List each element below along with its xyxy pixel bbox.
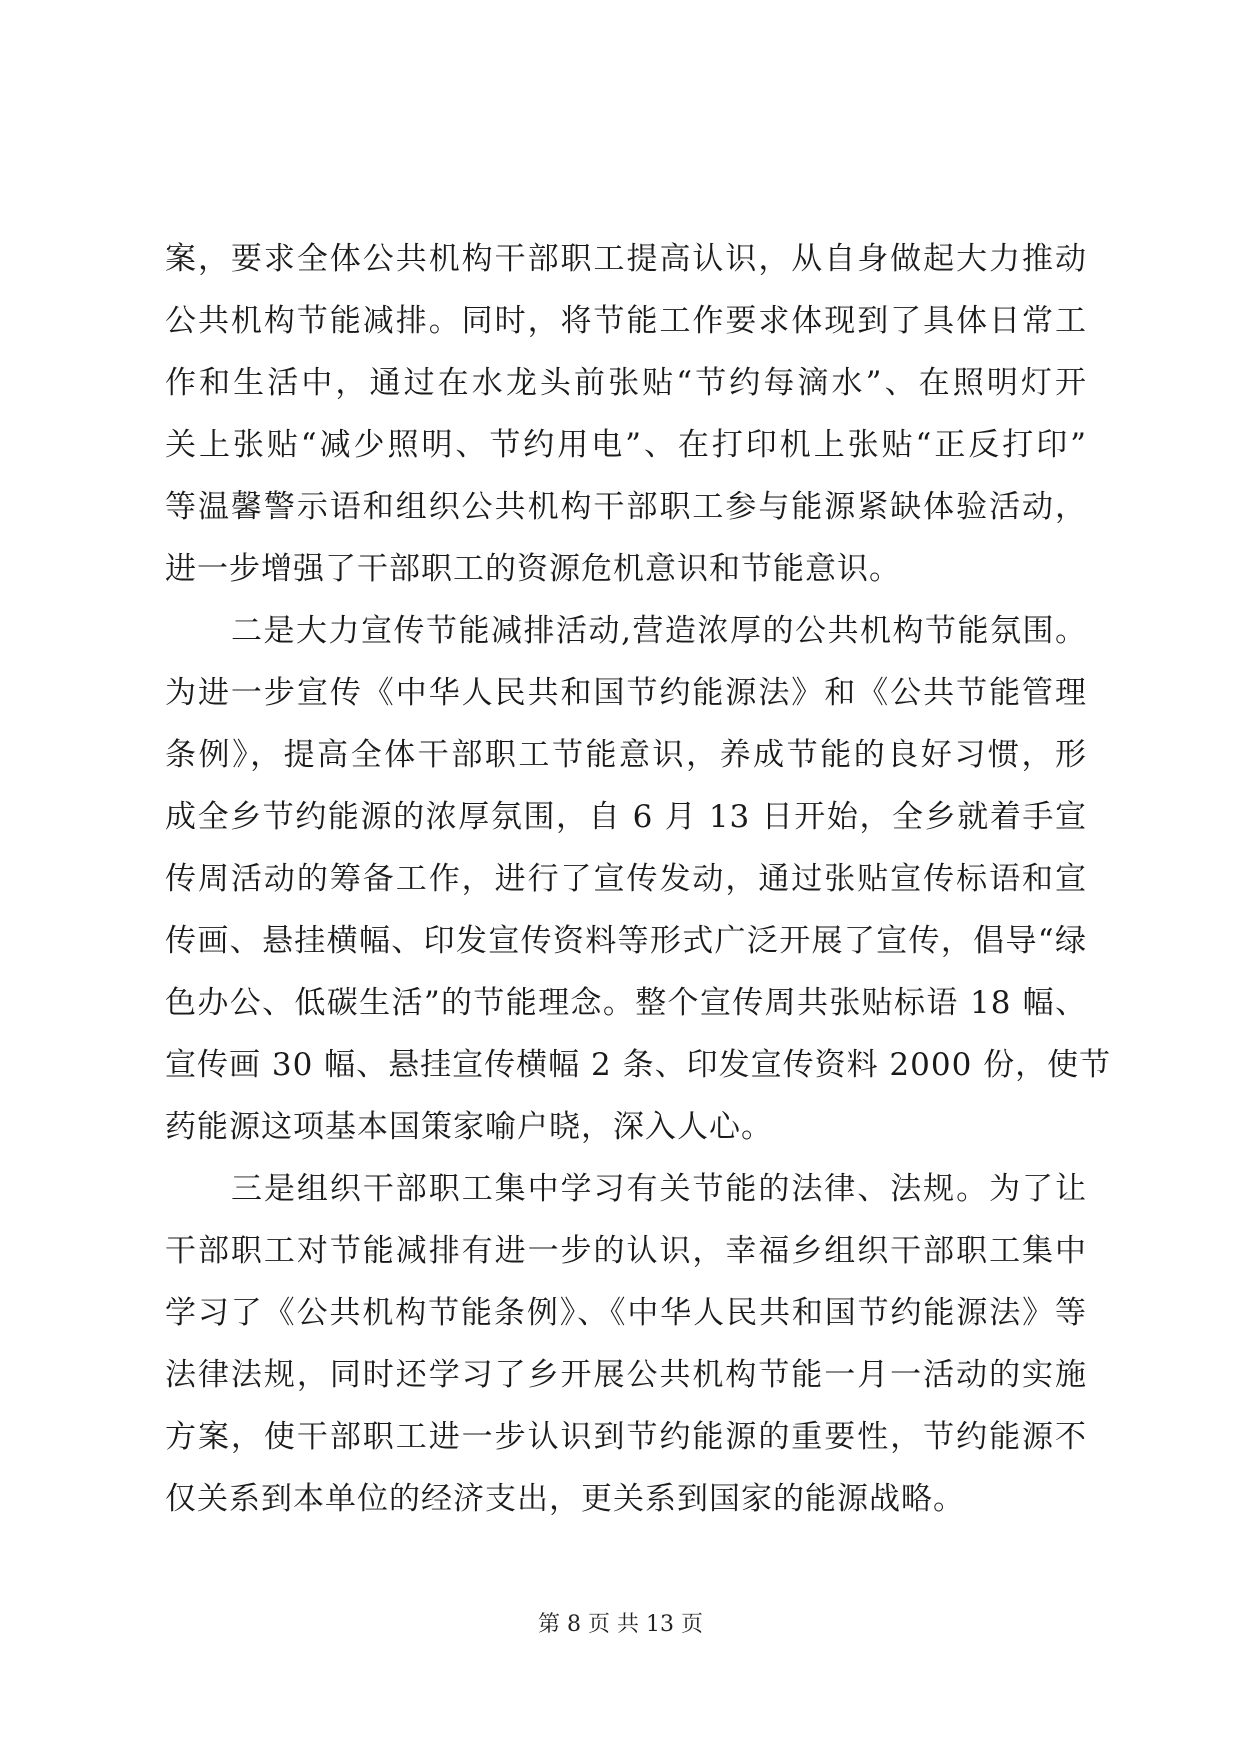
text-line: 干部职工对节能减排有进一步的认识，幸福乡组织干部职工集中: [165, 1233, 1087, 1269]
text-line: 二是大力宣传节能减排活动,营造浓厚的公共机构节能氛围。: [231, 613, 1087, 649]
text-line: 法律法规，同时还学习了乡开展公共机构节能一月一活动的实施: [165, 1357, 1087, 1393]
text-line: 方案，使干部职工进一步认识到节约能源的重要性，节约能源不: [165, 1419, 1087, 1455]
text-line: 公共机构节能减排。同时，将节能工作要求体现到了具体日常工: [165, 303, 1087, 339]
text-line: 为进一步宣传《中华人民共和国节约能源法》和《公共节能管理: [165, 675, 1087, 711]
text-line: 宣传画 30 幅、悬挂宣传横幅 2 条、印发宣传资料 2000 份，使节: [165, 1047, 1112, 1083]
text-line: 三是组织干部职工集中学习有关节能的法律、法规。为了让: [231, 1171, 1087, 1207]
paragraph-1: [165, 228, 1087, 600]
text-line: 作和生活中，通过在水龙头前张贴“节约每滴水”、在照明灯开: [165, 365, 1087, 401]
text-line: 学习了《公共机构节能条例》、《中华人民共和国节约能源法》等: [165, 1295, 1087, 1331]
text-line: 传画、悬挂横幅、印发宣传资料等形式广泛开展了宣传，倡导“绿: [165, 923, 1087, 959]
text-line: 药能源这项基本国策家喻户晓，深入人心。: [165, 1109, 773, 1145]
page-number-footer: 第 8 页 共 13 页: [538, 1612, 703, 1637]
text-line: 成全乡节约能源的浓厚氛围，自 6 月 13 日开始，全乡就着手宣: [165, 799, 1087, 835]
text-line: 案，要求全体公共机构干部职工提高认识，从自身做起大力推动: [165, 241, 1087, 277]
document-body: [165, 228, 1112, 1530]
text-line: 色办公、低碳生活”的节能理念。整个宣传周共张贴标语 18 幅、: [165, 985, 1087, 1021]
text-line: 等温馨警示语和组织公共机构干部职工参与能源紧缺体验活动，: [165, 489, 1087, 525]
text-line: 仅关系到本单位的经济支出，更关系到国家的能源战略。: [165, 1481, 965, 1517]
text-line: 进一步增强了干部职工的资源危机意识和节能意识。: [165, 551, 901, 587]
paragraph-3: [165, 1158, 1087, 1530]
text-line: 条例》，提高全体干部职工节能意识，养成节能的良好习惯，形: [165, 737, 1087, 773]
text-line: 传周活动的筹备工作，进行了宣传发动，通过张贴宣传标语和宣: [165, 861, 1087, 897]
paragraph-2: [165, 600, 1112, 1158]
text-line: 关上张贴“减少照明、节约用电”、在打印机上张贴“正反打印”: [165, 427, 1087, 463]
